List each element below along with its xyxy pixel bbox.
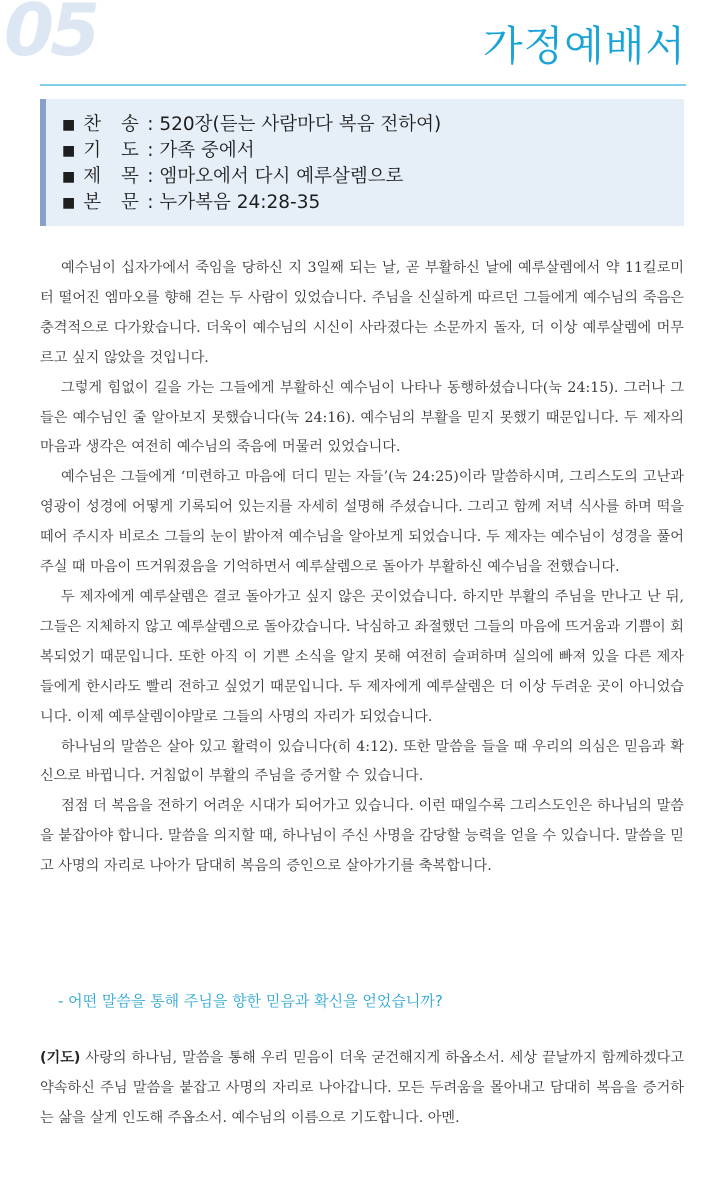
body-paragraph: 두 제자에게 예루살렘은 결코 돌아가고 싶지 않은 곳이었습니다. 하지만 부활의 주님을 만나고 난 뒤, 그들은 지체하지 않고 예루살렘으로 돌아갔습니다. 낙심하고 좌절했던 그들의 마음에 뜨거움과 기쁨이 회복되었기 때문입니다. 또한 아직 이 기쁜 소식을 알지 못해 여전히 슬퍼하며 실의에 빠져 있을 다른 제자들에게 한시라도 빨리 전하고 싶었기 때문입니다. 두 제자에게 예루살렘은 더 이상 두려운 곳이 아니었습니다. 이제 예루살렘이야말로 그들의 사명의 자리가 되었습니다. bbox=[40, 588, 684, 725]
info-label: 제 목 bbox=[83, 166, 146, 187]
title-divider bbox=[40, 84, 686, 86]
info-row-subject bbox=[62, 164, 684, 190]
info-row-hymn bbox=[62, 112, 684, 138]
square-bullet-icon: ■ bbox=[62, 169, 76, 185]
body-paragraph: 그렇게 힘없이 길을 가는 그들에게 부활하신 예수님이 나타나 동행하셨습니다(눅 24:15). 그러나 그들은 예수님인 줄 알아보지 못했습니다(눅 24:16). 예수님의 부활을 믿지 못했기 때문입니다. 두 제자의 마음과 생각은 여전히 예수님의 죽음에 머물러 있었습니다. bbox=[40, 379, 684, 456]
info-value: : 엠마오에서 다시 예루살렘으로 bbox=[147, 166, 404, 187]
square-bullet-icon: ■ bbox=[62, 117, 76, 133]
body-paragraph: 점점 더 복음을 전하기 어려운 시대가 되어가고 있습니다. 이런 때일수록 그리스도인은 하나님의 말씀을 붙잡아야 합니다. 말씀을 의지할 때, 하나님이 주신 사명을 감당할 능력을 얻을 수 있습니다. 말씀을 믿고 사명의 자리로 나아가 담대히 복음의 증인으로 살아가기를 축복합니다. bbox=[40, 798, 684, 875]
square-bullet-icon: ■ bbox=[62, 143, 76, 159]
body-paragraph: 예수님은 그들에게 ‘미련하고 마음에 더디 믿는 자들’(눅 24:25)이라 말씀하시며, 그리스도의 고난과 영광이 성경에 어떻게 기록되어 있는지를 자세히 설명해 주셨습니다. 그리고 함께 저녁 식사를 하며 떡을 떼어 주시자 비로소 그들의 눈이 밝아져 예수님을 알아보게 되었습니다. 두 제자는 예수님이 성경을 풀어 주실 때 마음이 뜨거워졌음을 기억하면서 예루살렘으로 돌아가 부활하신 예수님을 전했습니다. bbox=[40, 469, 684, 576]
worship-info-box bbox=[40, 99, 684, 226]
info-value: : 520장(듣는 사람마다 복음 전하여) bbox=[147, 114, 442, 135]
info-label: 본 문 bbox=[83, 192, 146, 213]
square-bullet-icon: ■ bbox=[62, 195, 76, 211]
prayer-text: 사랑의 하나님, 말씀을 통해 우리 믿음이 더욱 굳건해지게 하옵소서. 세상 끝날까지 함께하겠다고 약속하신 주님 말씀을 붙잡고 사명의 자리로 나아갑니다. 모든 두려움을 몰아내고 담대히 복음을 증거하는 삶을 살게 인도해 주옵소서. 예수님의 이름으로 기도합니다. 아멘. bbox=[40, 1050, 684, 1126]
prayer-label: (기도) bbox=[40, 1050, 81, 1066]
sermon-body bbox=[40, 254, 684, 882]
info-value: : 가족 중에서 bbox=[147, 140, 255, 161]
info-value: : 누가복음 24:28-35 bbox=[147, 192, 321, 213]
info-label: 기 도 bbox=[83, 140, 146, 161]
info-row-prayer bbox=[62, 138, 684, 164]
body-paragraph: 하나님의 말씀은 살아 있고 활력이 있습니다(히 4:12). 또한 말씀을 들을 때 우리의 의심은 믿음과 확신으로 바뀝니다. 거침없이 부활의 주님을 증거할 수 있습니다. bbox=[40, 738, 684, 785]
page-title: 가정예배서 bbox=[482, 22, 686, 70]
info-row-scripture bbox=[62, 190, 684, 216]
closing-prayer bbox=[40, 1044, 684, 1134]
reflection-question: - 어떤 말씀을 통해 주님을 향한 믿음과 확신을 얻었습니까? bbox=[58, 992, 443, 1010]
info-label: 찬 송 bbox=[83, 114, 146, 135]
body-paragraph: 예수님이 십자가에서 죽임을 당하신 지 3일째 되는 날, 곧 부활하신 날에 예루살렘에서 약 11킬로미터 떨어진 엠마오를 향해 걷는 두 사람이 있었습니다. 주님을 신실하게 따르던 그들에게 예수님의 죽음은 충격적으로 다가왔습니다. 더욱이 예수님의 시신이 사라졌다는 소문까지 돌자, 더 이상 예루살렘에 머무르고 싶지 않았을 것입니다. bbox=[40, 260, 684, 366]
page-number: 05 bbox=[4, 0, 97, 72]
